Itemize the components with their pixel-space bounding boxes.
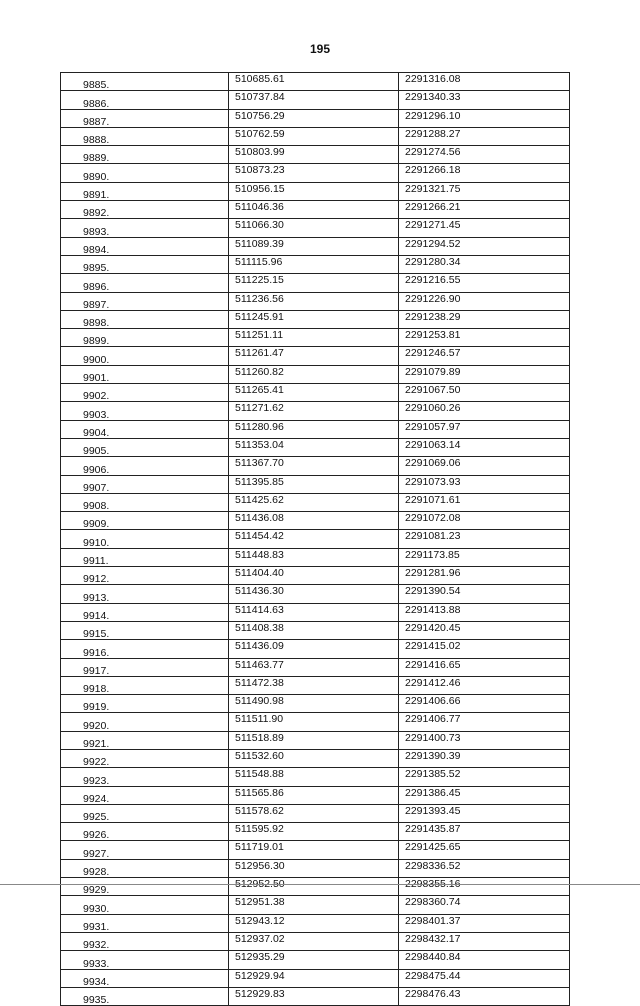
y-coordinate-cell: 2291425.65 — [399, 841, 570, 859]
x-coordinate-cell: 511436.08 — [229, 512, 399, 530]
y-coordinate-cell: 2298336.52 — [399, 859, 570, 877]
table-row — [61, 567, 570, 585]
point-number-cell: 9914. — [61, 603, 229, 621]
y-coordinate-cell: 2291246.57 — [399, 347, 570, 365]
y-coordinate-cell: 2291060.26 — [399, 402, 570, 420]
y-coordinate-cell: 2291288.27 — [399, 127, 570, 145]
y-coordinate-cell: 2291390.39 — [399, 749, 570, 767]
point-number-cell: 9889. — [61, 146, 229, 164]
x-coordinate-cell: 511425.62 — [229, 493, 399, 511]
table-row — [61, 823, 570, 841]
y-coordinate-cell: 2291400.73 — [399, 731, 570, 749]
point-number-cell: 9899. — [61, 329, 229, 347]
table-row — [61, 914, 570, 932]
y-coordinate-cell: 2298360.74 — [399, 896, 570, 914]
point-number-cell: 9888. — [61, 127, 229, 145]
x-coordinate-cell: 511565.86 — [229, 786, 399, 804]
y-coordinate-cell: 2291063.14 — [399, 438, 570, 456]
table-row — [61, 420, 570, 438]
point-number-cell: 9892. — [61, 201, 229, 219]
table-row — [61, 274, 570, 292]
y-coordinate-cell: 2291435.87 — [399, 823, 570, 841]
x-coordinate-cell: 512956.30 — [229, 859, 399, 877]
x-coordinate-cell: 512935.29 — [229, 951, 399, 969]
table-row — [61, 347, 570, 365]
x-coordinate-cell: 510685.61 — [229, 73, 399, 91]
table-row — [61, 475, 570, 493]
x-coordinate-cell: 511454.42 — [229, 530, 399, 548]
y-coordinate-cell: 2291340.33 — [399, 91, 570, 109]
x-coordinate-cell: 511490.98 — [229, 695, 399, 713]
x-coordinate-cell: 511046.36 — [229, 201, 399, 219]
table-row — [61, 530, 570, 548]
y-coordinate-cell: 2291321.75 — [399, 182, 570, 200]
table-row — [61, 969, 570, 987]
y-coordinate-cell: 2298475.44 — [399, 969, 570, 987]
point-number-cell: 9910. — [61, 530, 229, 548]
x-coordinate-cell: 510956.15 — [229, 182, 399, 200]
x-coordinate-cell: 511472.38 — [229, 676, 399, 694]
table-row — [61, 731, 570, 749]
point-number-cell: 9904. — [61, 420, 229, 438]
x-coordinate-cell: 510737.84 — [229, 91, 399, 109]
point-number-cell: 9898. — [61, 310, 229, 328]
x-coordinate-cell: 512937.02 — [229, 932, 399, 950]
table-row — [61, 548, 570, 566]
table-row — [61, 438, 570, 456]
table-row — [61, 859, 570, 877]
point-number-cell: 9918. — [61, 676, 229, 694]
point-number-cell: 9922. — [61, 749, 229, 767]
y-coordinate-cell: 2291274.56 — [399, 146, 570, 164]
x-coordinate-cell: 511251.11 — [229, 329, 399, 347]
table-row — [61, 201, 570, 219]
point-number-cell: 9885. — [61, 73, 229, 91]
y-coordinate-cell: 2291072.08 — [399, 512, 570, 530]
x-coordinate-cell: 511115.96 — [229, 255, 399, 273]
y-coordinate-cell: 2291071.61 — [399, 493, 570, 511]
point-number-cell: 9920. — [61, 713, 229, 731]
table-row — [61, 621, 570, 639]
x-coordinate-cell: 511719.01 — [229, 841, 399, 859]
table-row — [61, 402, 570, 420]
x-coordinate-cell: 511448.83 — [229, 548, 399, 566]
point-number-cell: 9906. — [61, 457, 229, 475]
x-coordinate-cell: 511261.47 — [229, 347, 399, 365]
table-row — [61, 127, 570, 145]
point-number-cell: 9928. — [61, 859, 229, 877]
y-coordinate-cell: 2298476.43 — [399, 987, 570, 1005]
x-coordinate-cell: 511395.85 — [229, 475, 399, 493]
point-number-cell: 9913. — [61, 585, 229, 603]
table-row — [61, 841, 570, 859]
y-coordinate-cell: 2298355.16 — [399, 878, 570, 896]
table-row — [61, 951, 570, 969]
point-number-cell: 9905. — [61, 438, 229, 456]
point-number-cell: 9916. — [61, 640, 229, 658]
table-row — [61, 73, 570, 91]
x-coordinate-cell: 511436.09 — [229, 640, 399, 658]
point-number-cell: 9903. — [61, 402, 229, 420]
x-coordinate-cell: 512951.38 — [229, 896, 399, 914]
x-coordinate-cell: 511436.30 — [229, 585, 399, 603]
point-number-cell: 9890. — [61, 164, 229, 182]
x-coordinate-cell: 511225.15 — [229, 274, 399, 292]
point-number-cell: 9902. — [61, 384, 229, 402]
table-row — [61, 987, 570, 1005]
x-coordinate-cell: 511089.39 — [229, 237, 399, 255]
table-row — [61, 493, 570, 511]
point-number-cell: 9894. — [61, 237, 229, 255]
x-coordinate-cell: 511271.62 — [229, 402, 399, 420]
x-coordinate-cell: 510756.29 — [229, 109, 399, 127]
x-coordinate-cell: 511414.63 — [229, 603, 399, 621]
point-number-cell: 9924. — [61, 786, 229, 804]
point-number-cell: 9919. — [61, 695, 229, 713]
point-number-cell: 9929. — [61, 878, 229, 896]
y-coordinate-cell: 2291067.50 — [399, 384, 570, 402]
y-coordinate-cell: 2291238.29 — [399, 310, 570, 328]
point-number-cell: 9934. — [61, 969, 229, 987]
y-coordinate-cell: 2291266.18 — [399, 164, 570, 182]
coordinates-table-body — [61, 73, 570, 1006]
table-row — [61, 146, 570, 164]
x-coordinate-cell: 511236.56 — [229, 292, 399, 310]
x-coordinate-cell: 511260.82 — [229, 365, 399, 383]
x-coordinate-cell: 511518.89 — [229, 731, 399, 749]
point-number-cell: 9893. — [61, 219, 229, 237]
point-number-cell: 9935. — [61, 987, 229, 1005]
x-coordinate-cell: 511548.88 — [229, 768, 399, 786]
coordinates-table — [60, 72, 570, 1006]
x-coordinate-cell: 511245.91 — [229, 310, 399, 328]
y-coordinate-cell: 2298432.17 — [399, 932, 570, 950]
y-coordinate-cell: 2291296.10 — [399, 109, 570, 127]
x-coordinate-cell: 512929.83 — [229, 987, 399, 1005]
y-coordinate-cell: 2291271.45 — [399, 219, 570, 237]
x-coordinate-cell: 511367.70 — [229, 457, 399, 475]
table-row — [61, 384, 570, 402]
y-coordinate-cell: 2291412.46 — [399, 676, 570, 694]
table-row — [61, 237, 570, 255]
point-number-cell: 9908. — [61, 493, 229, 511]
table-row — [61, 658, 570, 676]
point-number-cell: 9923. — [61, 768, 229, 786]
x-coordinate-cell: 511265.41 — [229, 384, 399, 402]
table-row — [61, 932, 570, 950]
table-row — [61, 603, 570, 621]
y-coordinate-cell: 2291266.21 — [399, 201, 570, 219]
x-coordinate-cell: 511578.62 — [229, 804, 399, 822]
x-coordinate-cell: 511511.90 — [229, 713, 399, 731]
table-row — [61, 329, 570, 347]
y-coordinate-cell: 2291226.90 — [399, 292, 570, 310]
table-row — [61, 365, 570, 383]
table-row — [61, 676, 570, 694]
point-number-cell: 9886. — [61, 91, 229, 109]
x-coordinate-cell: 511066.30 — [229, 219, 399, 237]
table-row — [61, 640, 570, 658]
point-number-cell: 9912. — [61, 567, 229, 585]
point-number-cell: 9896. — [61, 274, 229, 292]
x-coordinate-cell: 512952.50 — [229, 878, 399, 896]
y-coordinate-cell: 2291081.23 — [399, 530, 570, 548]
y-coordinate-cell: 2291253.81 — [399, 329, 570, 347]
x-coordinate-cell: 510803.99 — [229, 146, 399, 164]
table-row — [61, 804, 570, 822]
point-number-cell: 9933. — [61, 951, 229, 969]
point-number-cell: 9927. — [61, 841, 229, 859]
y-coordinate-cell: 2291069.06 — [399, 457, 570, 475]
table-row — [61, 164, 570, 182]
table-row — [61, 585, 570, 603]
y-coordinate-cell: 2291294.52 — [399, 237, 570, 255]
y-coordinate-cell: 2291216.55 — [399, 274, 570, 292]
point-number-cell: 9907. — [61, 475, 229, 493]
point-number-cell: 9917. — [61, 658, 229, 676]
table-row — [61, 896, 570, 914]
table-row — [61, 695, 570, 713]
table-row — [61, 182, 570, 200]
table-row — [61, 512, 570, 530]
y-coordinate-cell: 2291057.97 — [399, 420, 570, 438]
y-coordinate-cell: 2291385.52 — [399, 768, 570, 786]
x-coordinate-cell: 512943.12 — [229, 914, 399, 932]
page-number: 195 — [309, 42, 331, 56]
point-number-cell: 9930. — [61, 896, 229, 914]
y-coordinate-cell: 2291281.96 — [399, 567, 570, 585]
y-coordinate-cell: 2298401.37 — [399, 914, 570, 932]
bottom-divider — [0, 884, 640, 885]
point-number-cell: 9931. — [61, 914, 229, 932]
point-number-cell: 9891. — [61, 182, 229, 200]
y-coordinate-cell: 2291393.45 — [399, 804, 570, 822]
table-row — [61, 310, 570, 328]
x-coordinate-cell: 511408.38 — [229, 621, 399, 639]
y-coordinate-cell: 2291406.77 — [399, 713, 570, 731]
point-number-cell: 9915. — [61, 621, 229, 639]
y-coordinate-cell: 2291416.65 — [399, 658, 570, 676]
table-row — [61, 109, 570, 127]
table-row — [61, 768, 570, 786]
y-coordinate-cell: 2291420.45 — [399, 621, 570, 639]
y-coordinate-cell: 2291173.85 — [399, 548, 570, 566]
y-coordinate-cell: 2291386.45 — [399, 786, 570, 804]
table-row — [61, 255, 570, 273]
y-coordinate-cell: 2291079.89 — [399, 365, 570, 383]
y-coordinate-cell: 2291073.93 — [399, 475, 570, 493]
point-number-cell: 9921. — [61, 731, 229, 749]
x-coordinate-cell: 511353.04 — [229, 438, 399, 456]
table-row — [61, 457, 570, 475]
point-number-cell: 9887. — [61, 109, 229, 127]
table-row — [61, 292, 570, 310]
x-coordinate-cell: 512929.94 — [229, 969, 399, 987]
x-coordinate-cell: 510762.59 — [229, 127, 399, 145]
x-coordinate-cell: 511404.40 — [229, 567, 399, 585]
table-row — [61, 878, 570, 896]
table-row — [61, 786, 570, 804]
point-number-cell: 9911. — [61, 548, 229, 566]
y-coordinate-cell: 2291316.08 — [399, 73, 570, 91]
point-number-cell: 9909. — [61, 512, 229, 530]
point-number-cell: 9895. — [61, 255, 229, 273]
point-number-cell: 9932. — [61, 932, 229, 950]
x-coordinate-cell: 511463.77 — [229, 658, 399, 676]
point-number-cell: 9901. — [61, 365, 229, 383]
point-number-cell: 9900. — [61, 347, 229, 365]
x-coordinate-cell: 511280.96 — [229, 420, 399, 438]
table-row — [61, 91, 570, 109]
y-coordinate-cell: 2291390.54 — [399, 585, 570, 603]
y-coordinate-cell: 2291406.66 — [399, 695, 570, 713]
y-coordinate-cell: 2291413.88 — [399, 603, 570, 621]
point-number-cell: 9897. — [61, 292, 229, 310]
point-number-cell: 9925. — [61, 804, 229, 822]
x-coordinate-cell: 511595.92 — [229, 823, 399, 841]
table-row — [61, 749, 570, 767]
y-coordinate-cell: 2291280.34 — [399, 255, 570, 273]
y-coordinate-cell: 2291415.02 — [399, 640, 570, 658]
table-row — [61, 219, 570, 237]
x-coordinate-cell: 511532.60 — [229, 749, 399, 767]
x-coordinate-cell: 510873.23 — [229, 164, 399, 182]
table-row — [61, 713, 570, 731]
y-coordinate-cell: 2298440.84 — [399, 951, 570, 969]
point-number-cell: 9926. — [61, 823, 229, 841]
